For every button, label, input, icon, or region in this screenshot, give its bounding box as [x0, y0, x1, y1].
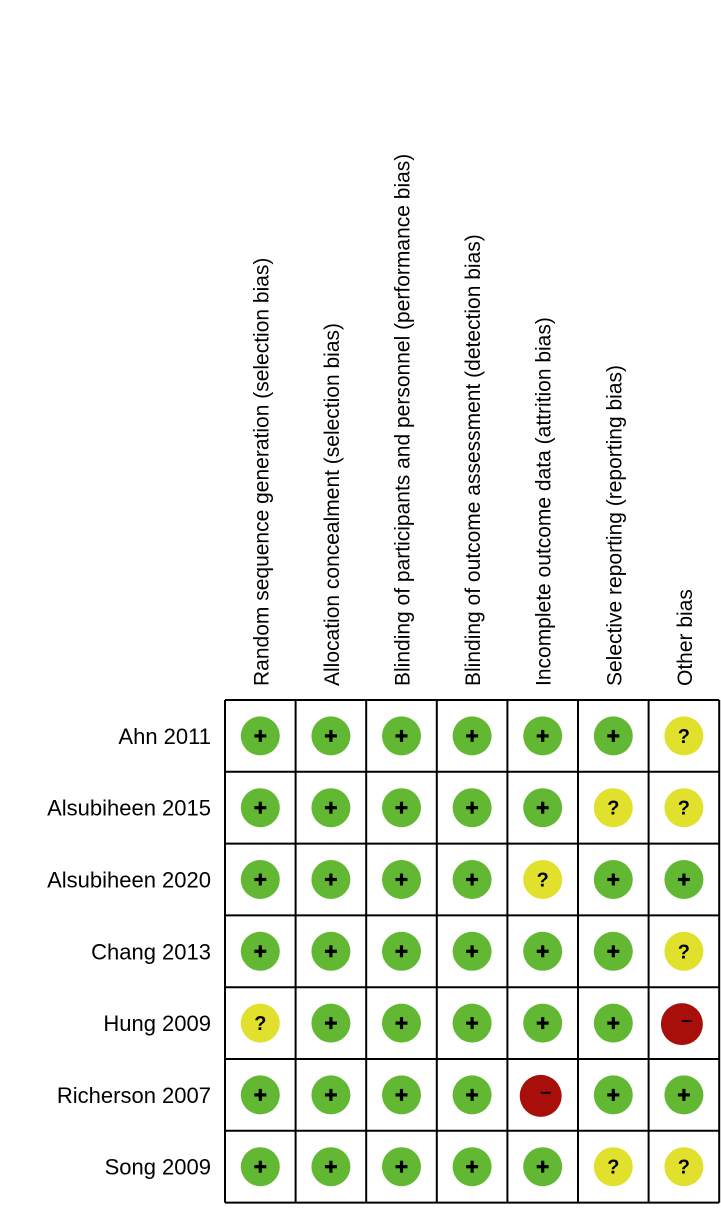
- domain-label-other-bias: Other bias: [673, 589, 697, 686]
- judgement-low-risk-song-2009-col3: [382, 1147, 421, 1186]
- plus-symbol-v: [612, 730, 615, 742]
- judgement-low-risk-alsubiheen-2020-col2: [311, 860, 350, 899]
- question-symbol: ?: [677, 941, 691, 964]
- plus-symbol-v: [612, 1089, 615, 1101]
- judgement-low-risk-alsubiheen-2020-col6: [594, 860, 633, 899]
- plus-symbol-v: [259, 802, 262, 814]
- plus-symbol-v: [259, 945, 262, 957]
- judgement-low-risk-song-2009-col1: [241, 1147, 280, 1186]
- study-label-chang-2013: Chang 2013: [91, 939, 211, 965]
- judgement-low-risk-alsubiheen-2015-col5: [523, 788, 562, 827]
- judgement-unclear-risk-alsubiheen-2015-col7: [664, 788, 703, 827]
- study-label-alsubiheen-2020: Alsubiheen 2020: [47, 867, 211, 893]
- judgement-low-risk-ahn-2011-col2: [311, 716, 350, 755]
- domain-label-blinding-of-outcome-assessment-detection-bias: Blinding of outcome assessment (detection bias): [462, 234, 486, 686]
- judgement-low-risk-song-2009-col4: [453, 1147, 492, 1186]
- judgement-low-risk-alsubiheen-2020-col7: [664, 860, 703, 899]
- plus-symbol-v: [259, 874, 262, 886]
- judgement-unclear-risk-alsubiheen-2020-col5: [523, 860, 562, 899]
- minus-symbol: [682, 1020, 692, 1022]
- judgement-low-risk-hung-2009-col4: [453, 1004, 492, 1043]
- plus-symbol-v: [329, 1017, 332, 1029]
- plus-symbol-v: [612, 1017, 615, 1029]
- judgement-low-risk-richerson-2007-col4: [453, 1075, 492, 1114]
- judgement-low-risk-chang-2013-col4: [453, 932, 492, 971]
- judgement-low-risk-chang-2013-col5: [523, 932, 562, 971]
- plus-symbol-v: [541, 730, 544, 742]
- plus-symbol-v: [329, 874, 332, 886]
- question-symbol: ?: [254, 1013, 267, 1036]
- study-labels: [47, 724, 211, 1180]
- plus-symbol-v: [329, 730, 332, 742]
- plus-symbol-v: [329, 945, 332, 957]
- domain-label-allocation-concealment-selection-bias: Allocation concealment (selection bias): [320, 322, 344, 686]
- judgement-low-risk-ahn-2011-col1: [241, 716, 280, 755]
- judgement-low-risk-richerson-2007-col3: [382, 1075, 421, 1114]
- question-symbol: ?: [607, 1156, 620, 1179]
- plus-symbol-v: [471, 802, 474, 814]
- judgement-high-risk-richerson-2007-col5: [520, 1075, 562, 1117]
- plus-symbol-v: [400, 1017, 403, 1029]
- question-symbol: ?: [677, 725, 691, 748]
- judgement-low-risk-alsubiheen-2020-col1: [241, 860, 280, 899]
- question-symbol: ?: [677, 797, 691, 820]
- plus-symbol-v: [612, 874, 615, 886]
- plus-symbol-v: [259, 1161, 262, 1173]
- judgement-low-risk-richerson-2007-col2: [311, 1075, 350, 1114]
- domain-label-blinding-of-participants-and-personnel-performance-bias: Blinding of participants and personnel (performance bias): [391, 153, 415, 686]
- judgement-low-risk-alsubiheen-2020-col4: [453, 860, 492, 899]
- plus-symbol-v: [329, 802, 332, 814]
- plus-symbol-v: [400, 802, 403, 814]
- plus-symbol-v: [329, 1089, 332, 1101]
- plus-symbol-v: [682, 1089, 685, 1101]
- judgement-unclear-risk-song-2009-col7: [664, 1147, 703, 1186]
- study-label-richerson-2007: Richerson 2007: [56, 1082, 211, 1108]
- judgement-unclear-risk-ahn-2011-col7: [664, 716, 703, 755]
- plus-symbol-v: [400, 945, 403, 957]
- plus-symbol-v: [259, 730, 262, 742]
- plus-symbol-v: [400, 874, 403, 886]
- plus-symbol-v: [329, 1161, 332, 1173]
- judgement-unclear-risk-song-2009-col6: [594, 1147, 633, 1186]
- study-label-alsubiheen-2015: Alsubiheen 2015: [47, 795, 211, 821]
- judgement-low-risk-hung-2009-col2: [311, 1004, 350, 1043]
- judgement-low-risk-richerson-2007-col7: [664, 1075, 703, 1114]
- question-symbol: ?: [677, 1156, 691, 1179]
- judgement-low-risk-ahn-2011-col5: [523, 716, 562, 755]
- judgement-low-risk-chang-2013-col1: [241, 932, 280, 971]
- minus-symbol: [541, 1092, 551, 1094]
- judgement-unclear-risk-chang-2013-col7: [664, 932, 703, 971]
- judgement-high-risk-hung-2009-col7: [661, 1003, 703, 1045]
- plus-symbol-v: [259, 1089, 262, 1101]
- judgement-low-risk-chang-2013-col2: [311, 932, 350, 971]
- plus-symbol-v: [471, 945, 474, 957]
- judgement-low-risk-song-2009-col2: [311, 1147, 350, 1186]
- judgement-low-risk-richerson-2007-col1: [241, 1075, 280, 1114]
- domain-label-random-sequence-generation-selection-bias: Random sequence generation (selection bias): [250, 257, 274, 686]
- plus-symbol-v: [471, 1161, 474, 1173]
- judgement-low-risk-hung-2009-col5: [523, 1004, 562, 1043]
- judgement-low-risk-hung-2009-col6: [594, 1004, 633, 1043]
- domain-label-selective-reporting-reporting-bias: Selective reporting (reporting bias): [603, 365, 627, 686]
- judgement-low-risk-hung-2009-col3: [382, 1004, 421, 1043]
- judgement-low-risk-alsubiheen-2015-col2: [311, 788, 350, 827]
- plus-symbol-v: [400, 1089, 403, 1101]
- plus-symbol-v: [541, 802, 544, 814]
- plus-symbol-v: [541, 945, 544, 957]
- plus-symbol-v: [400, 1161, 403, 1173]
- question-symbol: ?: [536, 869, 549, 892]
- plus-symbol-v: [541, 1161, 544, 1173]
- plus-symbol-v: [682, 874, 685, 886]
- domain-label-incomplete-outcome-data-attrition-bias: Incomplete outcome data (attrition bias): [532, 317, 556, 686]
- judgement-low-risk-chang-2013-col6: [594, 932, 633, 971]
- plus-symbol-v: [612, 945, 615, 957]
- judgement-low-risk-ahn-2011-col3: [382, 716, 421, 755]
- judgement-low-risk-chang-2013-col3: [382, 932, 421, 971]
- plus-symbol-v: [471, 874, 474, 886]
- study-label-ahn-2011: Ahn 2011: [118, 723, 211, 749]
- judgement-marks: [241, 716, 704, 1186]
- high-risk-circle: [520, 1075, 562, 1117]
- judgement-low-risk-alsubiheen-2015-col1: [241, 788, 280, 827]
- judgement-unclear-risk-alsubiheen-2015-col6: [594, 788, 633, 827]
- study-label-song-2009: Song 2009: [104, 1154, 211, 1180]
- judgement-low-risk-alsubiheen-2020-col3: [382, 860, 421, 899]
- domain-labels: [250, 154, 697, 686]
- judgement-unclear-risk-hung-2009-col1: [241, 1004, 280, 1043]
- study-label-hung-2009: Hung 2009: [103, 1011, 211, 1037]
- plus-symbol-v: [471, 730, 474, 742]
- plus-symbol-v: [471, 1089, 474, 1101]
- judgement-low-risk-alsubiheen-2015-col4: [453, 788, 492, 827]
- judgement-low-risk-ahn-2011-col6: [594, 716, 633, 755]
- plus-symbol-v: [400, 730, 403, 742]
- judgement-low-risk-alsubiheen-2015-col3: [382, 788, 421, 827]
- plus-symbol-v: [541, 1017, 544, 1029]
- judgement-low-risk-richerson-2007-col6: [594, 1075, 633, 1114]
- question-symbol: ?: [607, 797, 620, 820]
- judgement-low-risk-song-2009-col5: [523, 1147, 562, 1186]
- high-risk-circle: [661, 1003, 703, 1045]
- judgement-low-risk-ahn-2011-col4: [453, 716, 492, 755]
- plus-symbol-v: [471, 1017, 474, 1029]
